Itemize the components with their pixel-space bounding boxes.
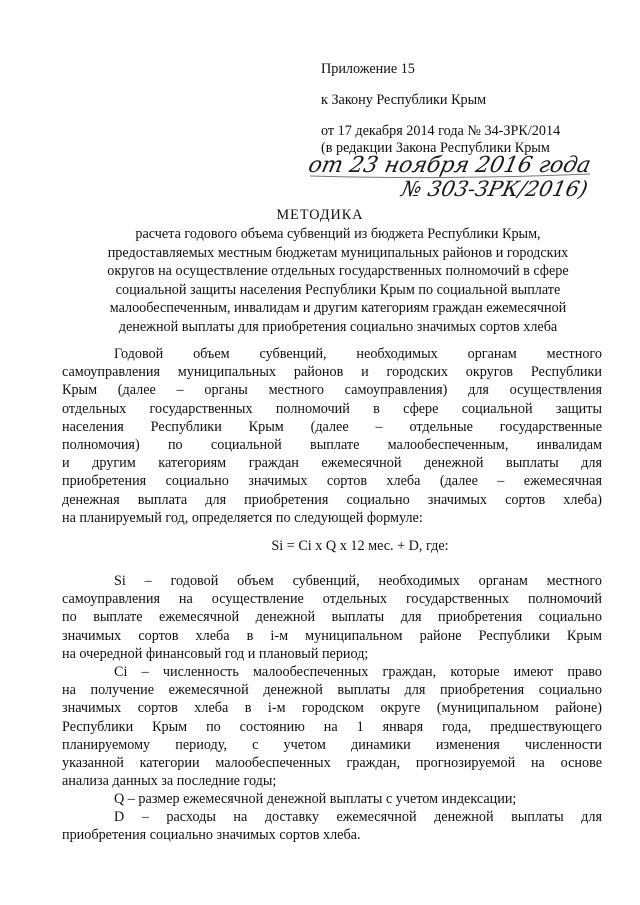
subtitle-line: предоставляемых местным бюджетам муниципальных районов и городских: [107, 244, 569, 261]
d-definition: [62, 808, 602, 844]
paragraph-line: Ci – численность малообеспеченных граждан, которые имеют право: [114, 664, 602, 680]
paragraph-line: Республики Крым по состоянию на 1 января года, предшествующего: [62, 718, 602, 735]
paragraph-line: приобретения социально значимых сортов хлеба.: [62, 827, 361, 844]
paragraph-line: приобретения социально значимых сортов хлеба (далее – ежемесячная: [62, 473, 602, 490]
paragraph-line: денежная выплата для приобретения социально значимых сортов хлеба): [62, 491, 602, 508]
paragraph-line: Q – размер ежемесячной денежной выплаты с учетом индексации;: [114, 791, 517, 807]
paragraph-line: на получение ежемесячной денежной выплаты для приобретения социально: [62, 682, 602, 699]
paragraph-line: полномочия) по социальной выплате малообеспеченным, инвалидам: [62, 437, 602, 454]
subtitle-line: малообеспеченным, инвалидам и другим категориям граждан ежемесячной: [109, 300, 567, 316]
paragraph-line: Крым (далее – органы местного самоуправления) для осуществления: [62, 382, 602, 399]
intro-paragraph: [62, 345, 602, 527]
subtitle-line: социальной защиты населения Республики Крым по социальной выплате: [115, 281, 561, 298]
handwritten-line-2: № 303-ЗРК/2016): [398, 177, 590, 202]
subtitle-line: округов на осуществление отдельных государственных полномочий в сфере: [107, 263, 569, 279]
subtitle-line: денежной выплаты для приобретения социально значимых сортов хлеба: [118, 318, 558, 335]
paragraph-line: Si – годовой объем субвенций, необходимых органам местного: [114, 573, 602, 589]
appendix-number: Приложение 15: [321, 61, 415, 77]
paragraph-line: самоуправления на осуществление отдельных государственных полномочий: [62, 591, 602, 608]
formula: Si = Ci x Q x 12 мес. + D, где:: [271, 538, 449, 554]
ci-definition: [62, 663, 602, 790]
edition-note: (в редакции Закона Республики Крым: [321, 140, 550, 156]
paragraph-line: населения Республики Крым (далее – отдельные государственные: [62, 418, 602, 435]
paragraph-line: анализа данных за последние годы;: [62, 773, 277, 790]
document-title: МЕТОДИКА: [276, 207, 364, 223]
paragraph-line: самоуправления муниципальных районов и городских округов Республики: [62, 364, 602, 381]
paragraph-line: значимых сортов хлеба в i-м городском округе (муниципальном районе): [62, 700, 602, 717]
handwritten-line-1: от 23 ноября 2016 года: [306, 152, 594, 178]
law-reference: к Закону Республики Крым: [321, 92, 487, 108]
paragraph-line: D – расходы на доставку ежемесячной денежной выплаты для: [114, 809, 602, 825]
paragraph-line: и другим категориям граждан ежемесячной денежной выплаты для: [62, 455, 602, 472]
paragraph-line: на очередной финансовый год и плановый период;: [62, 645, 369, 662]
document-subtitle: [78, 225, 598, 336]
handwritten-amendment: [300, 150, 640, 202]
paragraph-line: значимых сортов хлеба в i-м муниципальном районе Республики Крым: [62, 627, 602, 644]
paragraph-line: на планируемый год, определяется по следующей формуле:: [62, 509, 423, 526]
paragraph-line: Годовой объем субвенций, необходимых органам местного: [114, 346, 602, 362]
paragraph-line: планируемому периоду, с учетом динамики изменения численности: [62, 736, 602, 753]
paragraph-line: по выплате ежемесячной денежной выплаты для приобретения социально: [62, 609, 602, 626]
paragraph-line: отдельных государственных полномочий в сфере социальной защиты: [62, 400, 602, 417]
law-date-number: от 17 декабря 2014 года № 34-ЗРК/2014: [321, 123, 561, 139]
q-definition: [62, 790, 602, 808]
paragraph-line: указанной категории малообеспеченных граждан, прогнозируемой на основе: [62, 755, 602, 772]
si-definition: [62, 572, 602, 663]
subtitle-line: расчета годового объема субвенций из бюджета Республики Крым,: [135, 226, 541, 242]
